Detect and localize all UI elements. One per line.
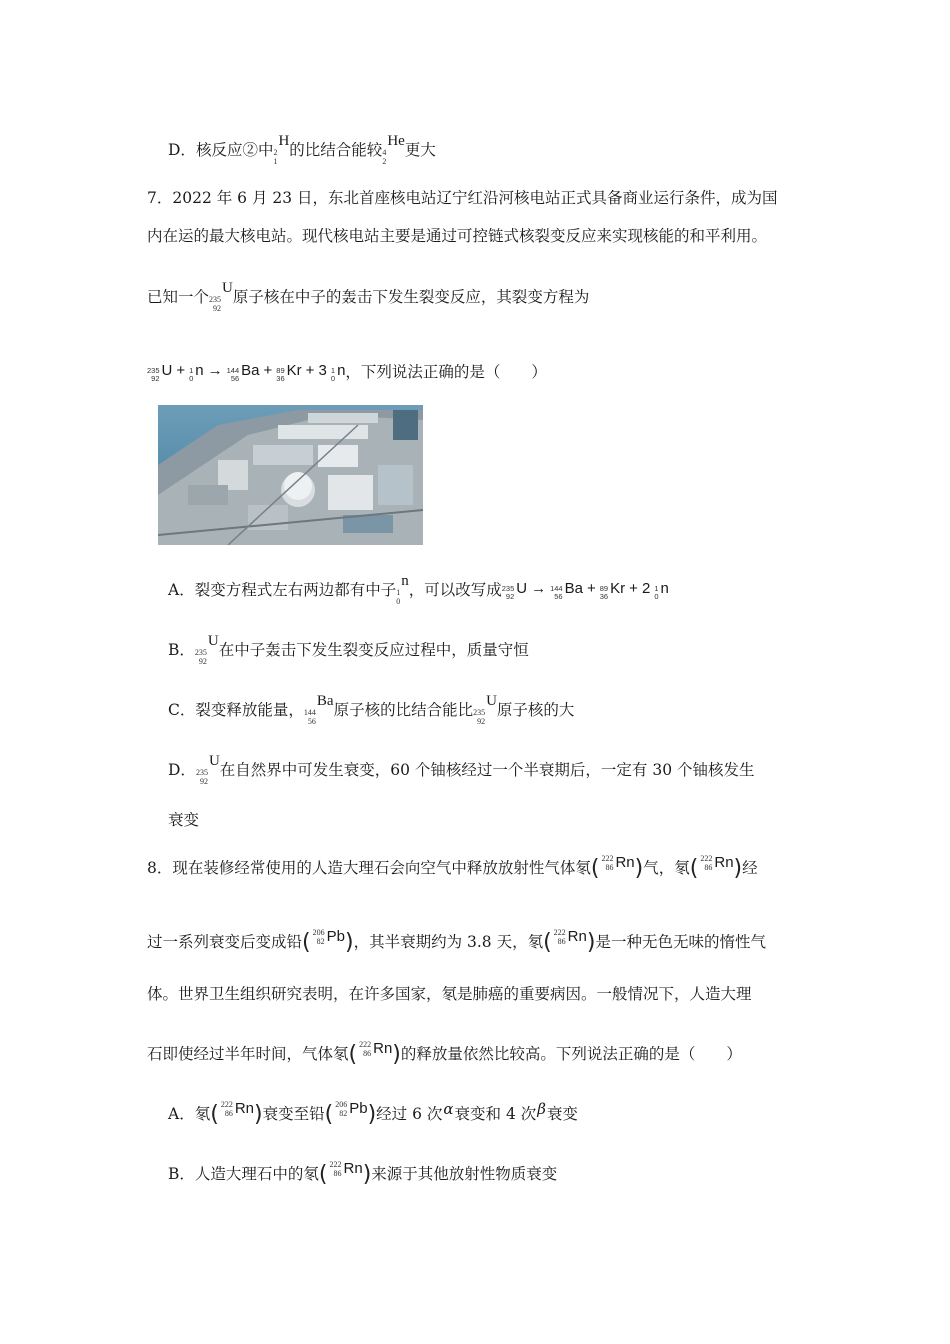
nuclide-rn222: 222 86 Rn	[359, 1040, 393, 1058]
q7-stem-line1: 7．2022 年 6 月 23 日，东北首座核电站辽宁红沿河核电站正式具备商业运行条件，成为国	[147, 189, 778, 207]
q7-option-b: B． 235 92 U在中子轰击下发生裂变反应过程中，质量守恒	[168, 633, 529, 666]
q7-option-c: C．裂变释放能量， 144 56 Ba原子核的比结合能比 235 92 U原子核的大	[168, 693, 575, 726]
nuclide-symbol: Kr	[610, 580, 626, 597]
option-text: 核反应②中	[195, 141, 274, 159]
nuclide-numbers: 1 0	[654, 584, 659, 601]
nuclide-symbol: n	[337, 362, 346, 379]
nuclide-pb206: 206 82 Pb	[312, 928, 345, 946]
nuclide-rn222: 222 86 Rn	[601, 854, 635, 872]
q8-stem-line3: 体。世界卫生组织研究表明，在许多国家，氡是肺癌的重要病因。一般情况下，人造大理	[147, 985, 752, 1003]
q8-stem-line2: 过一系列衰变后变成铅( 206 82 Pb )，其半衰期约为 3.8 天，氡( 222 86 Rn )是一种无色无味的惰性气	[147, 930, 766, 961]
equation-operator: + 2	[629, 580, 651, 597]
nuclide-rn222: 222 86 Rn	[700, 854, 734, 872]
nuclide-rn222: 222 86 Rn	[220, 1100, 254, 1118]
equation-operator: →	[531, 580, 547, 597]
nuclide-symbol: Ba	[241, 362, 260, 379]
q7-stem-line2: 内在运的最大核电站。现代核电站主要是通过可控链式核裂变反应来实现核能的和平利用。	[147, 227, 768, 245]
nuclide-pb206: 206 82 Pb	[335, 1100, 368, 1118]
q6-option-d	[168, 133, 436, 166]
q7-option-d: D． 235 92 U在自然界中可发生衰变，60 个铀核经过一个半衰期后，一定有 30 个铀核发生	[168, 753, 755, 786]
beta-symbol: β	[537, 1100, 546, 1118]
nuclide-symbol: U	[516, 580, 528, 597]
nuclide-symbol: U	[161, 362, 173, 379]
equation-operator: + 3	[305, 362, 327, 379]
q8-option-b: B．人造大理石中的氡( 222 86 Rn )来源于其他放射性物质衰变	[168, 1162, 557, 1193]
nuclide-h2: 2 1 H	[273, 133, 290, 166]
nuclide-symbol: Kr	[286, 362, 302, 379]
nuclide-u235: 235 92 U	[195, 753, 220, 786]
nuclide-numbers: 1 0	[189, 366, 194, 383]
alpha-symbol: α	[443, 1100, 454, 1118]
equation-operator: →	[207, 362, 223, 379]
q7-option-d-cont: 衰变	[168, 811, 200, 829]
option-label: D．	[168, 141, 196, 159]
nuclide-numbers: 144 56	[550, 584, 563, 601]
nuclide-symbol: Ba	[564, 580, 583, 597]
q8-stem-line1: 8．现在装修经常使用的人造大理石会向空气中释放放射性气体氡( 222 86 Rn )气，氡( 222 86 Rn )经	[147, 856, 758, 887]
nuclide-numbers: 144 56	[226, 366, 240, 383]
nuclide-rn222: 222 86 Rn	[553, 928, 587, 946]
nuclide-numbers: 89 36	[599, 584, 609, 601]
nuclide-u235: 235 92 U	[209, 280, 233, 313]
fission-equation	[147, 359, 345, 383]
nuclide-symbol: n	[195, 362, 204, 379]
q8-option-a: A．氡( 222 86 Rn )衰变至铅( 206 82 Pb )经过 6 次α衰变和 4 次β衰变	[168, 1102, 578, 1133]
rewritten-equation	[502, 577, 669, 601]
nuclide-u235: 235 92 U	[194, 633, 219, 666]
nuclear-plant-photo	[158, 405, 423, 545]
nuclide-numbers: 1 0	[330, 366, 336, 383]
option-text: 的比结合能较	[289, 141, 383, 159]
q7-stem-line4: 235 92 U + 1 0 n → 144 56 Ba + 89 36 Kr + 3 1 0 n ，下列说法正确的是（ ）	[147, 360, 547, 387]
q8-stem-line4: 石即使经过半年时间，气体氡( 222 86 Rn )的释放量依然比较高。下列说法正确的是（ ）	[147, 1042, 742, 1073]
nuclide-he4: 4 2 He	[382, 133, 405, 166]
nuclide-numbers: 235 92	[147, 366, 160, 383]
nuclide-symbol: n	[660, 580, 669, 597]
nuclide-ba144: 144 56 Ba	[303, 693, 334, 726]
option-text: 更大	[404, 141, 436, 159]
q7-stem-line3: 已知一个 235 92 U原子核在中子的轰击下发生裂变反应，其裂变方程为	[147, 280, 590, 313]
nuclide-rn222: 222 86 Rn	[329, 1160, 363, 1178]
equation-operator: +	[263, 362, 273, 379]
equation-operator: +	[586, 580, 596, 597]
equation-operator: +	[176, 362, 186, 379]
nuclide-u235: 235 92 U	[473, 693, 497, 726]
nuclide-neutron: 1 0 n	[396, 573, 409, 606]
q7-option-a: A．裂变方程式左右两边都有中子 1 0 n，可以改写成 235 92 U → 144 56 Ba + 89 36 Kr + 2 1 0 n	[168, 573, 669, 606]
nuclide-numbers: 235 92	[501, 584, 515, 601]
nuclide-numbers: 89 36	[276, 366, 285, 383]
